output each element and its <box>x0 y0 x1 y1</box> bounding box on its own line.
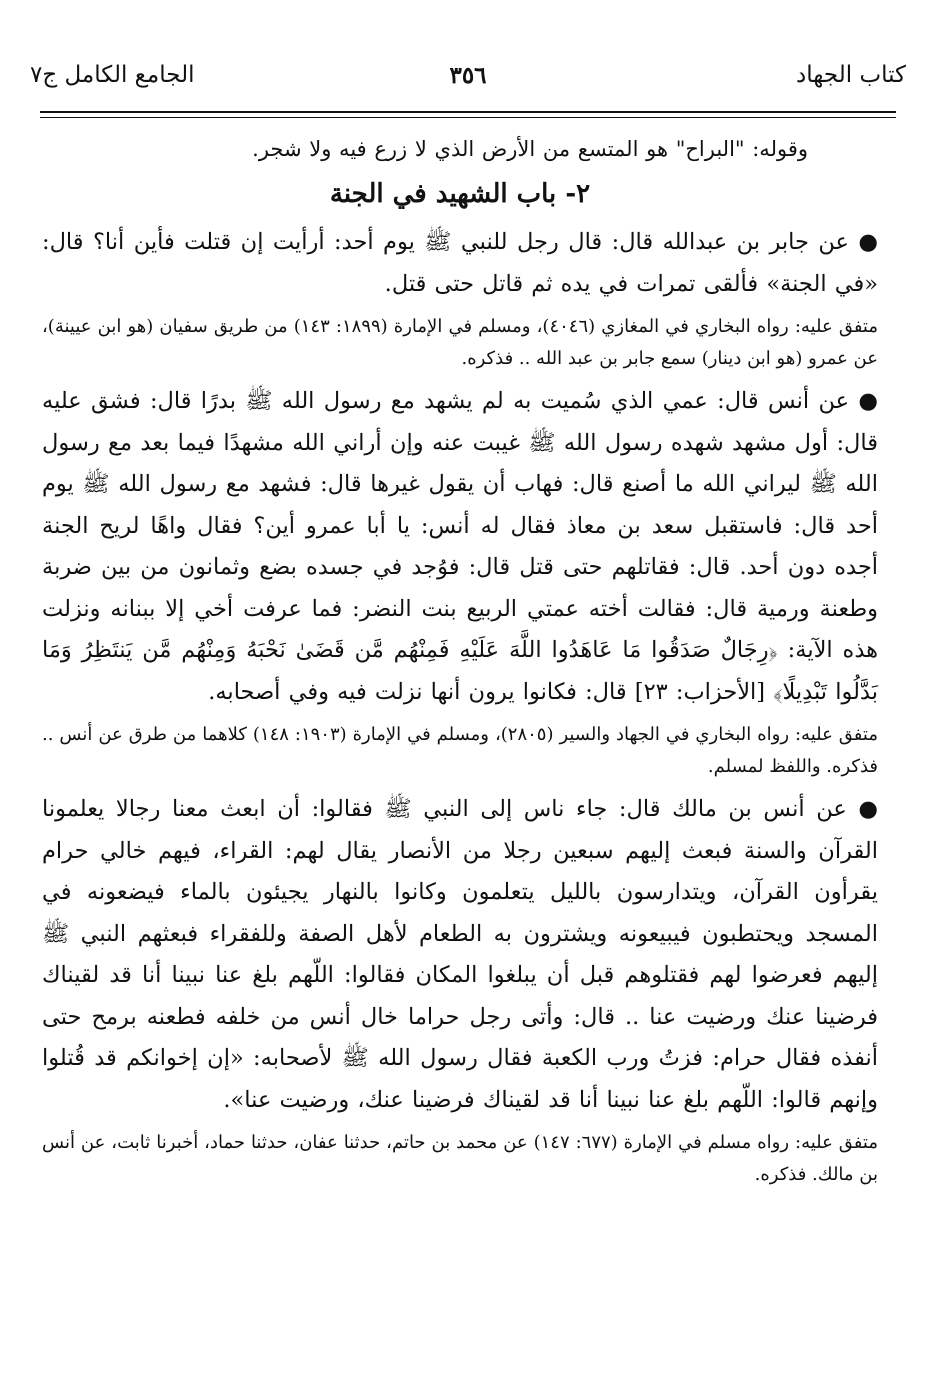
hadith-takhrij: متفق عليه: رواه مسلم في الإمارة (٦٧٧: ١٤٧) عن محمد بن حاتم، حدثنا عفان، حدثنا حماد، أخبرنا ثابت، عن أنس بن مالك. فذكره. <box>42 1132 878 1185</box>
hadith-takhrij: متفق عليه: رواه البخاري في المغازي (٤٠٤٦)، ومسلم في الإمارة (١٨٩٩: ١٤٣) من طريق سفيان (هو ابن عيينة)، عن عمرو (هو ابن دينار) سمع جابر بن عبد الله .. فذكره. <box>42 316 879 369</box>
intro-line: وقوله: "البراح" هو المتسع من الأرض الذي لا زرع فيه ولا شجر. <box>252 137 808 161</box>
header-book-section: كتاب الجهاد <box>796 62 906 88</box>
header-book-title: الجامع الكامل ج٧ <box>30 62 195 88</box>
hadith-text: ● عن أنس بن مالك قال: جاء ناس إلى النبي ﷺ فقالوا: أن ابعث معنا رجالا يعلمونا القرآن والسنة فبعث إليهم سبعين رجلا من الأنصار يقال لهم: القراء، فيهم خالي حرام يقرأون القرآن، ويتدارسون بالليل يتعلمون وكانوا بالنهار يجيئون بالماء فيضعونه في المسجد ويحتطبون فيبيعونه ويشترون به الطعام لأهل الصفة وللفقراء فبعثهم النبي ﷺ إليهم فعرضوا لهم فقتلوهم قبل أن يبلغوا المكان فقالوا: اللّهم بلغ عنا نبينا أنا قد لقيناك فرضينا عنك ورضيت عنا .. قال: وأتى رجل حراما خال أنس من خلفه فطعنه برمح حتى أنفذه فقال حرام: فزتُ ورب الكعبة فقال رسول الله ﷺ لأصحابه: «إن إخوانكم قد قُتلوا وإنهم قالوا: اللّهم بلغ عنا نبينا أنا قد لقيناك فرضينا عنك، ورضيت عنا». <box>42 796 878 1113</box>
hadith-takhrij: متفق عليه: رواه البخاري في الجهاد والسير (٢٨٠٥)، ومسلم في الإمارة (١٩٠٣: ١٤٨) كلاهما من طرق عن أنس .. فذكره. واللفظ لمسلم. <box>42 724 878 777</box>
hadith-text: ● عن أنس قال: عمي الذي سُميت به لم يشهد مع رسول الله ﷺ بدرًا قال: فشق عليه قال: أول مشهد شهده رسول الله ﷺ غيبت عنه وإن أراني الله مشهدًا فيما بعد مع رسول الله ﷺ ليراني الله ما أصنع قال: فهاب أن يقول غيرها قال: فشهد مع رسول الله ﷺ يوم أحد قال: فاستقبل سعد بن معاذ فقال له أنس: يا أبا عمرو أين؟ فقال واهًا لريح الجنة أجده دون أحد. قال: فقاتلهم حتى قتل قال: فوُجد في جسده بضع وثمانون من بين ضربة وطعنة ورمية قال: فقالت أخته عمتي الربيع بنت النضر: فما عرفت أخي إلا ببنانه ونزلت هذه الآية: ﴿رِجَالٌ صَدَقُوا مَا عَاهَدُوا اللَّهَ عَلَيْهِ فَمِنْهُم مَّن قَضَىٰ نَحْبَهُ وَمِنْهُم مَّن يَنتَظِرُ وَمَا بَدَّلُوا تَبْدِيلًا﴾ [الأحزاب: ٢٣] قال: فكانوا يرون أنها نزلت فيه وفي أصحابه. <box>42 388 878 705</box>
header-page-number: ٣٥٦ <box>449 62 487 89</box>
header-rule-thick <box>40 111 896 113</box>
running-header <box>26 62 910 106</box>
chapter-title: ٢- باب الشهيد في الجنة <box>329 179 591 209</box>
hadith-text: ● عن جابر بن عبدالله قال: قال رجل للنبي ﷺ يوم أحد: أرأيت إن قتلت فأين أنا؟ قال: «في الجنة» فألقى تمرات في يده ثم قاتل حتى قتل. <box>42 229 878 297</box>
page-body <box>42 132 878 1197</box>
header-rule-thin <box>40 117 896 118</box>
